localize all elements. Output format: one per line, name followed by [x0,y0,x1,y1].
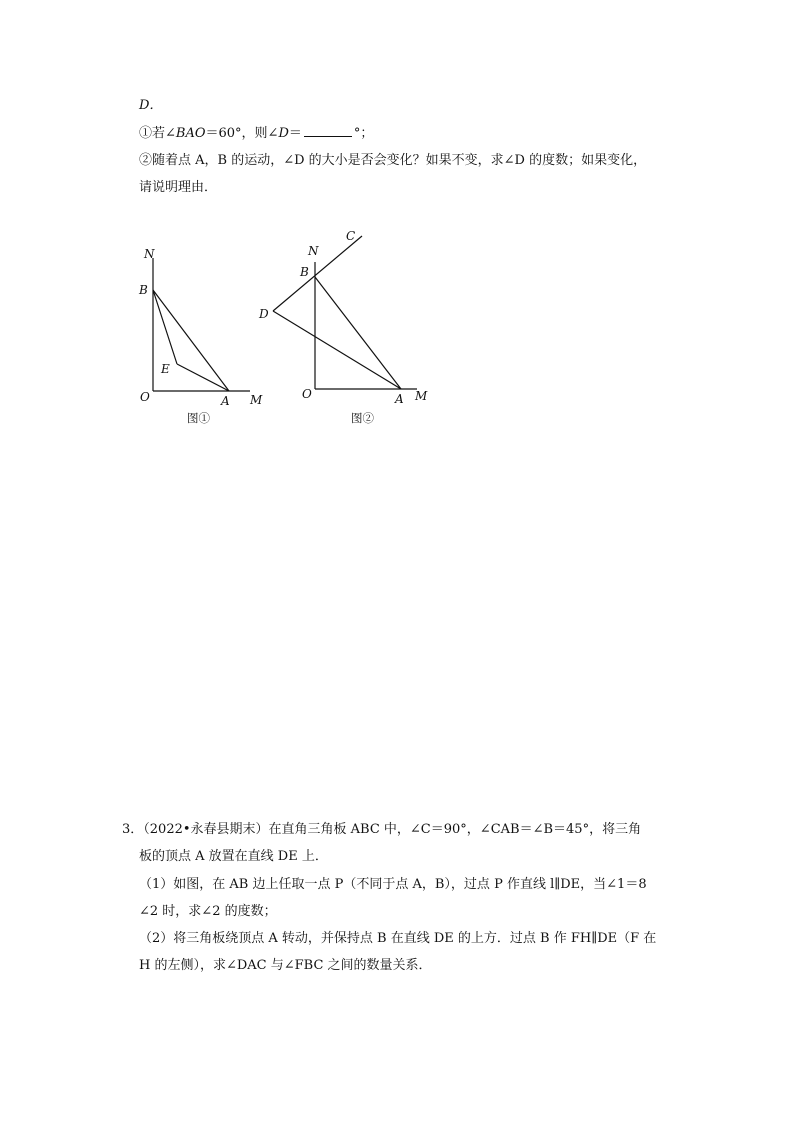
fig1-label-m: M [250,393,263,407]
fig2-label-c: C [346,229,356,243]
fig2-line-ba [315,277,401,389]
problem3-line-2: 板的顶点 A 放置在直线 DE 上． [139,849,328,864]
fig2-label-n: N [308,244,319,258]
fig1-caption: 图① [187,411,210,425]
fig1-label-b: B [139,283,148,297]
fig1-label-a: A [221,394,230,408]
fig2-label-m: M [415,389,428,403]
q1-suffix: °； [353,126,374,141]
q1-var-bao: BAO [175,126,206,141]
fig1-label-n: N [144,247,155,261]
fig2-label-d: D [259,307,269,321]
fig2-label-b: B [300,265,309,279]
fig1-line-be [153,290,177,364]
figures-diagram [0,0,794,440]
fig1-label-o: O [140,390,150,404]
fig2-line-da [273,311,401,389]
q1-prefix: ①若∠ [139,126,176,141]
q1-eq: ＝ [288,126,302,141]
problem3-line-5: （2）将三角板绕顶点 A 转动，并保持点 B 在直线 DE 的上方．过点 B 作 FH∥DE（F 在 [139,931,657,946]
q1-mid: ＝60°，则∠ [205,126,279,141]
fig1-label-e: E [161,362,170,376]
question-2-line-1: ②随着点 A，B 的运动，∠D 的大小是否会变化？如果不变，求∠D 的度数；如果变化， [139,153,647,168]
text-line-d: D． [139,98,163,113]
problem3-line-4: ∠2 时，求∠2 的度数； [139,904,277,919]
problem3-line-6: H 的左侧），求∠DAC 与∠FBC 之间的数量关系． [139,958,432,973]
fig2-label-o: O [302,387,312,401]
fig1-line-ea [177,364,229,391]
fig2-label-a: A [395,392,404,406]
problem3-line-1: 3．（2022•永春县期末）在直角三角板 ABC 中，∠C＝90°，∠CAB＝∠B＝45°，将三角 [122,822,642,837]
figure-2 [273,236,417,389]
problem3-line-3: （1）如图，在 AB 边上任取一点 P（不同于点 A，B），过点 P 作直线 l∥DE，当∠1＝8 [139,877,647,892]
fig2-caption: 图② [351,411,374,425]
q1-var-d: D [278,126,289,141]
question-2-line-2: 请说明理由． [139,180,218,195]
